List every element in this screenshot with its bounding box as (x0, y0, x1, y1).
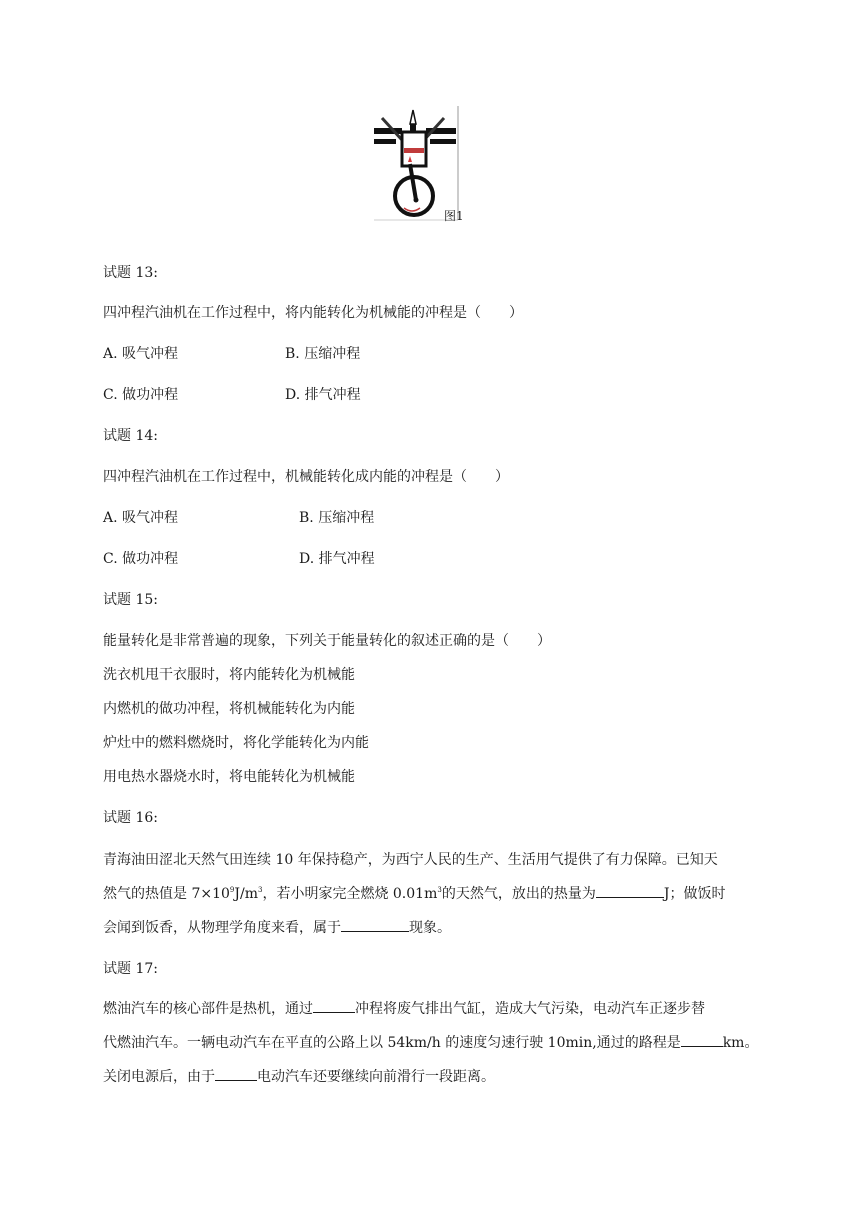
q17-text-e: 关闭电源后，由于 (103, 1069, 215, 1085)
q16-text-f: 会闻到饭香，从物理学角度来看，属于 (103, 920, 341, 936)
engine-diagram-figure (368, 104, 476, 224)
answer-blank[interactable] (215, 1066, 257, 1081)
q16-exponent-3: 3 (437, 886, 442, 894)
question-15-item-2: 内燃机的做功冲程，将机械能转化为内能 (103, 701, 355, 717)
engine-diagram-image (368, 104, 476, 224)
q16-text-b: J/m (234, 886, 258, 902)
figure-caption: 图1 (444, 209, 464, 223)
question-17-line-1 (103, 998, 705, 1018)
q16-text-c: ，若小明家完全燃烧 0.01m (262, 886, 438, 902)
question-14-option-c: C. 做功冲程 (103, 551, 179, 567)
question-13-stem: 四冲程汽油机在工作过程中，将内能转化为机械能的冲程是（ ） (103, 305, 523, 321)
q17-text-b: 冲程将废气排出气缸，造成大气污染，电动汽车正逐步替 (355, 1001, 705, 1017)
q16-text-d: 的天然气，放出的热量为 (441, 886, 596, 902)
question-14-option-b: B. 压缩冲程 (299, 510, 375, 526)
q16-text-e: J；做饭时 (663, 886, 726, 902)
answer-blank[interactable] (341, 917, 409, 932)
answer-blank[interactable] (596, 883, 664, 898)
question-16-label: 试题 16: (103, 810, 158, 826)
question-13-option-b: B. 压缩冲程 (285, 346, 361, 362)
question-13-option-d: D. 排气冲程 (285, 387, 361, 403)
q17-text-a: 燃油汽车的核心部件是热机，通过 (103, 1001, 313, 1017)
q16-exponent-1: 9 (229, 886, 235, 894)
question-16-line-1: 青海油田涩北天然气田连续 10 年保持稳产，为西宁人民的生产、生活用气提供了有力保障。已知天 (103, 852, 718, 868)
question-13-option-c: C. 做功冲程 (103, 387, 179, 403)
question-15-item-4: 用电热水器烧水时，将电能转化为机械能 (103, 769, 355, 785)
question-15-label: 试题 15: (103, 592, 158, 608)
question-15-item-1: 洗衣机甩干衣服时，将内能转化为机械能 (103, 667, 355, 683)
q17-text-f: 电动汽车还要继续向前滑行一段距离。 (257, 1069, 495, 1085)
q17-text-d: km。 (722, 1035, 759, 1051)
question-16-line-3 (103, 917, 451, 937)
question-15-item-3: 炉灶中的燃料燃烧时，将化学能转化为内能 (103, 735, 369, 751)
q17-text-c: 代燃油汽车。一辆电动汽车在平直的公路上以 54km/h 的速度匀速行驶 10min,通过的路程是 (103, 1035, 681, 1051)
question-16-line-2 (103, 883, 725, 903)
question-14-stem: 四冲程汽油机在工作过程中，机械能转化成内能的冲程是（ ） (103, 469, 509, 485)
question-13-label: 试题 13: (103, 265, 158, 281)
q16-text-g: 现象。 (409, 920, 451, 936)
answer-blank[interactable] (681, 1032, 723, 1047)
question-17-line-3 (103, 1066, 495, 1086)
question-17-line-2 (103, 1032, 758, 1052)
question-14-option-d: D. 排气冲程 (299, 551, 375, 567)
question-15-stem: 能量转化是非常普遍的现象，下列关于能量转化的叙述正确的是（ ） (103, 633, 551, 649)
question-13-option-a: A. 吸气冲程 (103, 346, 179, 362)
question-17-label: 试题 17: (103, 961, 158, 977)
question-14-label: 试题 14: (103, 428, 158, 444)
q16-exponent-2: 3 (257, 886, 263, 894)
question-14-option-a: A. 吸气冲程 (103, 510, 179, 526)
answer-blank[interactable] (313, 998, 355, 1013)
q16-text-a: 然气的热值是 7×10 (103, 886, 230, 902)
